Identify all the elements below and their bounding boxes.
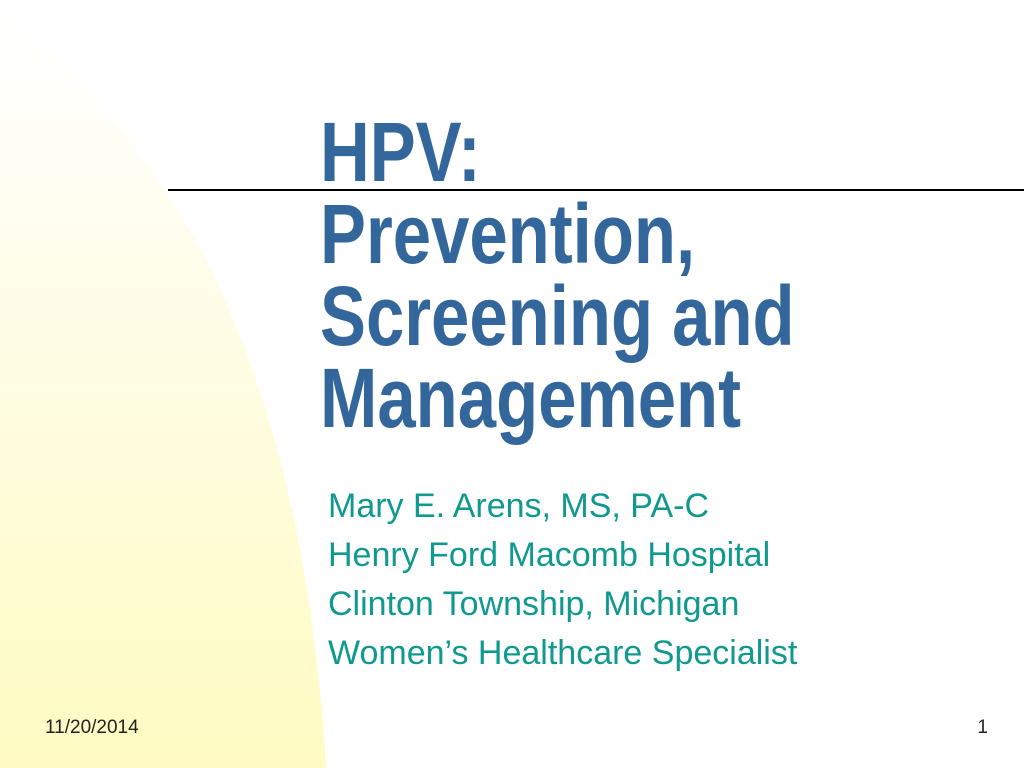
slide-subtitle	[328, 482, 968, 678]
slide-page-number: 1	[977, 717, 988, 738]
title-line: Prevention,	[320, 187, 696, 281]
background-gradient-shape	[0, 0, 340, 768]
title-line: Screening and	[320, 269, 795, 363]
title-line: HPV:	[320, 105, 481, 199]
presenter-name: Mary E. Arens, MS, PA-C	[328, 487, 710, 525]
presenter-hospital: Henry Ford Macomb Hospital	[328, 536, 771, 574]
presenter-location: Clinton Township, Michigan	[328, 585, 740, 623]
slide-title	[320, 105, 828, 445]
footer-date: 11/20/2014	[45, 717, 139, 738]
background-gradient-path	[0, 20, 326, 768]
title-line: Management	[320, 351, 742, 445]
presenter-specialty: Women’s Healthcare Specialist	[328, 634, 798, 672]
